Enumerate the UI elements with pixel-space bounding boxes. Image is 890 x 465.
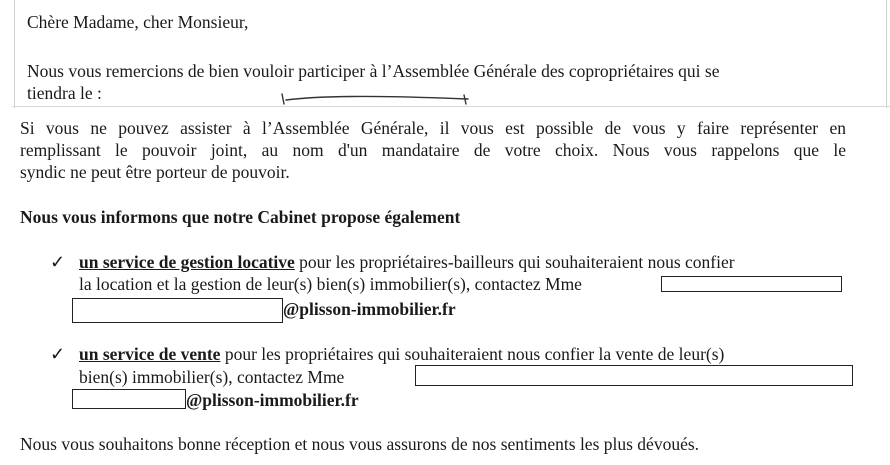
salutation: Chère Madame, cher Monsieur, [27,12,249,32]
redacted-email-local-part [72,389,186,409]
service-rental-title: un service de gestion locative [79,252,295,272]
intro-line-1: Nous vous remercions de bien vouloir participer à l’Assemblée Générale des copropriétaires qui se [27,61,720,81]
proxy-line-1: Si vous ne pouvez assister à l’Assemblée Générale, il vous est possible de vous y faire représenter en [20,118,846,138]
intro-line-2: tiendra le : [27,83,102,103]
scan-separator [12,106,890,107]
service-rental-text-1: pour les propriétaires-bailleurs qui souhaiteraient nous confier [299,252,735,272]
scan-edge-right [886,0,887,108]
checkmark-icon: ✓ [50,252,66,272]
service-sale-title: un service de vente [79,344,221,364]
service-rental-email-domain: @plisson-immobilier.fr [283,299,456,319]
service-rental-text-2: la location et la gestion de leur(s) bien(s) immobilier(s), contactez Mme [79,274,582,294]
service-rental-line-1 [79,251,735,273]
service-sale-line-1 [79,343,724,365]
redacted-email-local-part [72,298,283,323]
proxy-line-3: syndic ne peut être porteur de pouvoir. [20,162,290,182]
redacted-contact-name [415,365,853,386]
proxy-line-2: remplissant le pouvoir joint, au nom d'un mandataire de votre choix. Nous vous rappelons que le [20,140,846,160]
redacted-contact-name [661,276,842,292]
checkmark-icon: ✓ [50,344,66,364]
service-sale-email-domain: @plisson-immobilier.fr [186,390,359,410]
scan-edge-left [14,0,15,108]
services-heading: Nous vous informons que notre Cabinet propose également [20,207,461,227]
service-sale-text-2: bien(s) immobilier(s), contactez Mme [79,367,345,387]
date-handwritten-line [278,88,474,108]
service-sale-text-1: pour les propriétaires qui souhaiteraient nous confier la vente de leur(s) [224,344,725,364]
closing-line: Nous vous souhaitons bonne réception et nous vous assurons de nos sentiments les plus dévoués. [20,434,700,454]
